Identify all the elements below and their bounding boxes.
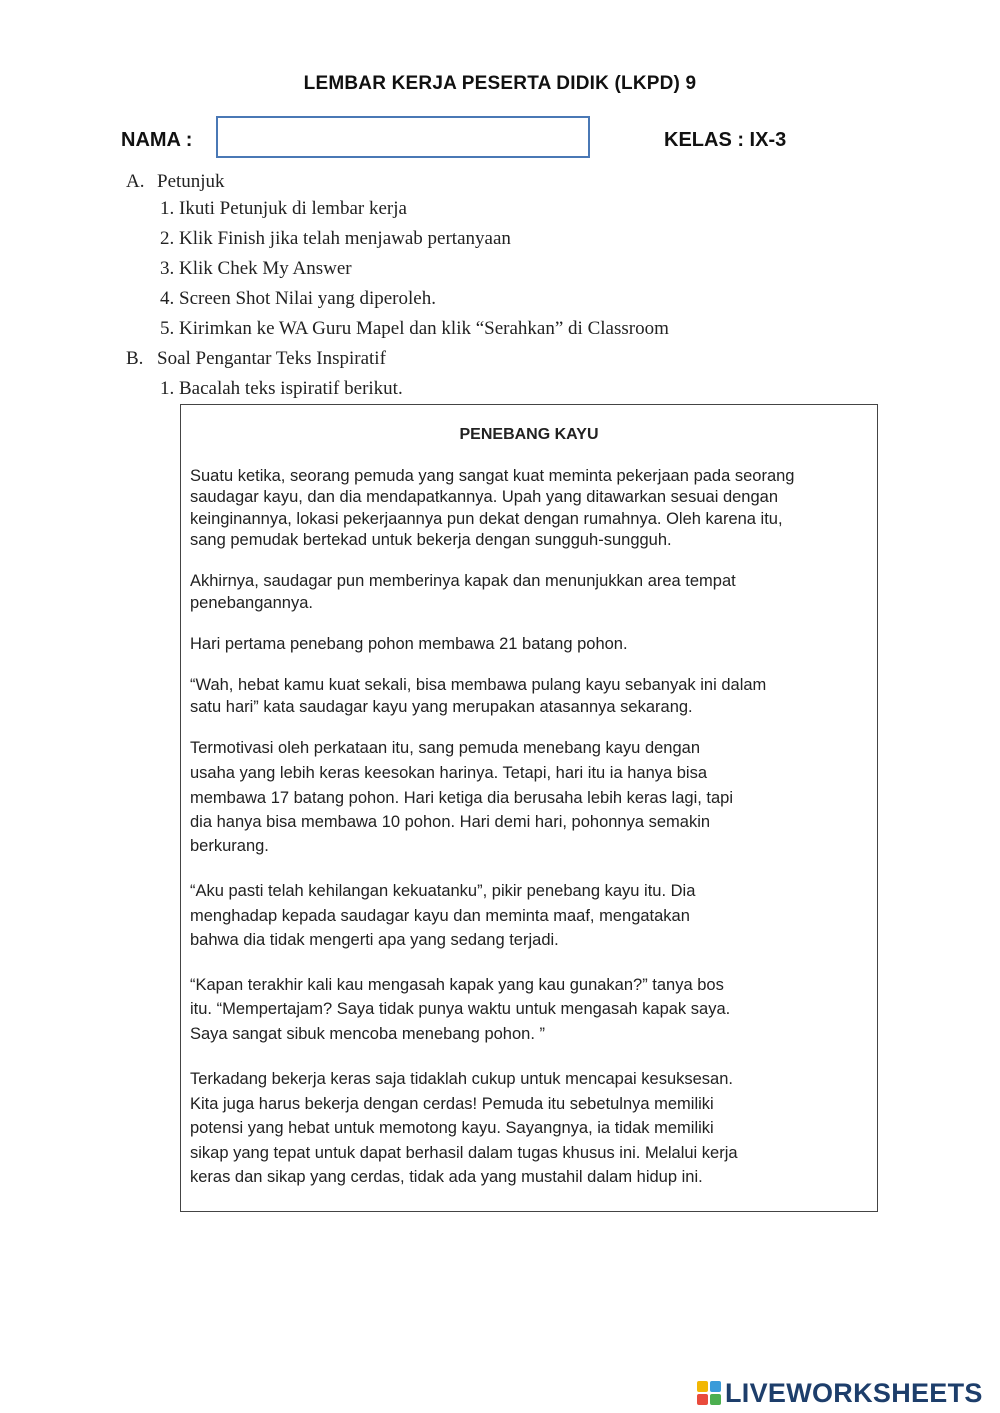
- instruction-item: 4. Screen Shot Nilai yang diperoleh.: [160, 288, 436, 309]
- section-b-marker: B.: [126, 348, 144, 369]
- story-line: potensi yang hebat untuk memotong kayu. Sayangnya, ia tidak memiliki: [190, 1119, 714, 1137]
- story-line: “Wah, hebat kamu kuat sekali, bisa membawa pulang kayu sebanyak ini dalam: [190, 676, 767, 694]
- worksheet-title: LEMBAR KERJA PESERTA DIDIK (LKPD) 9: [303, 73, 697, 94]
- logo-mark-cell: [710, 1394, 721, 1405]
- instruction-item: 1. Ikuti Petunjuk di lembar kerja: [160, 198, 407, 219]
- class-label: KELAS : IX-3: [664, 129, 787, 151]
- story-line: Akhirnya, saudagar pun memberinya kapak dan menunjukkan area tempat: [190, 572, 736, 590]
- liveworksheets-mark-icon: [697, 1381, 721, 1405]
- instruction-item: 3. Klik Chek My Answer: [160, 258, 352, 279]
- story-line: usaha yang lebih keras keesokan harinya. Tetapi, hari itu ia hanya bisa: [190, 764, 708, 782]
- story-title: PENEBANG KAYU: [459, 426, 599, 443]
- story-line: satu hari” kata saudagar kayu yang merupakan atasannya sekarang.: [190, 698, 693, 716]
- logo-mark-cell: [710, 1381, 721, 1392]
- name-input[interactable]: [216, 116, 590, 158]
- story-line: sikap yang tepat untuk dapat berhasil dalam tugas khusus ini. Melalui kerja: [190, 1144, 738, 1162]
- section-b-heading: Soal Pengantar Teks Inspiratif: [157, 348, 386, 369]
- instruction-item: 2. Klik Finish jika telah menjawab pertanyaan: [160, 228, 511, 249]
- story-line: bahwa dia tidak mengerti apa yang sedang terjadi.: [190, 931, 559, 949]
- liveworksheets-brand: LIVEWORKSHEETS: [725, 1377, 983, 1408]
- story-line: Saya sangat sibuk mencoba menebang pohon. ”: [190, 1025, 545, 1043]
- story-line: Termotivasi oleh perkataan itu, sang pemuda menebang kayu dengan: [190, 739, 701, 757]
- instruction-item: 5. Kirimkan ke WA Guru Mapel dan klik “Serahkan” di Classroom: [160, 318, 669, 339]
- logo-mark-cell: [697, 1381, 708, 1392]
- story-line: menghadap kepada saudagar kayu dan meminta maaf, mengatakan: [190, 907, 690, 925]
- story-line: Kita juga harus bekerja dengan cerdas! Pemuda itu sebetulnya memiliki: [190, 1095, 714, 1113]
- story-line: itu. “Mempertajam? Saya tidak punya waktu untuk mengasah kapak saya.: [190, 1000, 731, 1018]
- story-line: saudagar kayu, dan dia mendapatkannya. Upah yang ditawarkan sesuai dengan: [190, 488, 778, 506]
- story-line: membawa 17 batang pohon. Hari ketiga dia berusaha lebih keras lagi, tapi: [190, 789, 734, 807]
- story-line: berkurang.: [190, 837, 269, 855]
- liveworksheets-logo[interactable]: [697, 1378, 983, 1408]
- section-a-marker: A.: [126, 171, 145, 192]
- section-a-heading: Petunjuk: [157, 171, 225, 192]
- name-label: NAMA :: [121, 129, 193, 151]
- story-line: sang pemudak bertekad untuk bekerja dengan sungguh-sungguh.: [190, 531, 672, 549]
- story-line: Hari pertama penebang pohon membawa 21 batang pohon.: [190, 635, 628, 653]
- story-line: dia hanya bisa membawa 10 pohon. Hari demi hari, pohonnya semakin: [190, 813, 711, 831]
- question-item: 1. Bacalah teks ispiratif berikut.: [160, 378, 403, 399]
- story-line: “Aku pasti telah kehilangan kekuatanku”, pikir penebang kayu itu. Dia: [190, 882, 696, 900]
- story-line: “Kapan terakhir kali kau mengasah kapak yang kau gunakan?” tanya bos: [190, 976, 724, 994]
- story-line: Terkadang bekerja keras saja tidaklah cukup untuk mencapai kesuksesan.: [190, 1070, 733, 1088]
- story-line: keras dan sikap yang cerdas, tidak ada yang mustahil dalam hidup ini.: [190, 1168, 703, 1186]
- logo-mark-cell: [697, 1394, 708, 1405]
- story-line: keinginannya, lokasi pekerjaannya pun dekat dengan rumahnya. Oleh karena itu,: [190, 510, 783, 528]
- story-line: Suatu ketika, seorang pemuda yang sangat kuat meminta pekerjaan pada seorang: [190, 467, 795, 485]
- story-line: penebangannya.: [190, 594, 313, 612]
